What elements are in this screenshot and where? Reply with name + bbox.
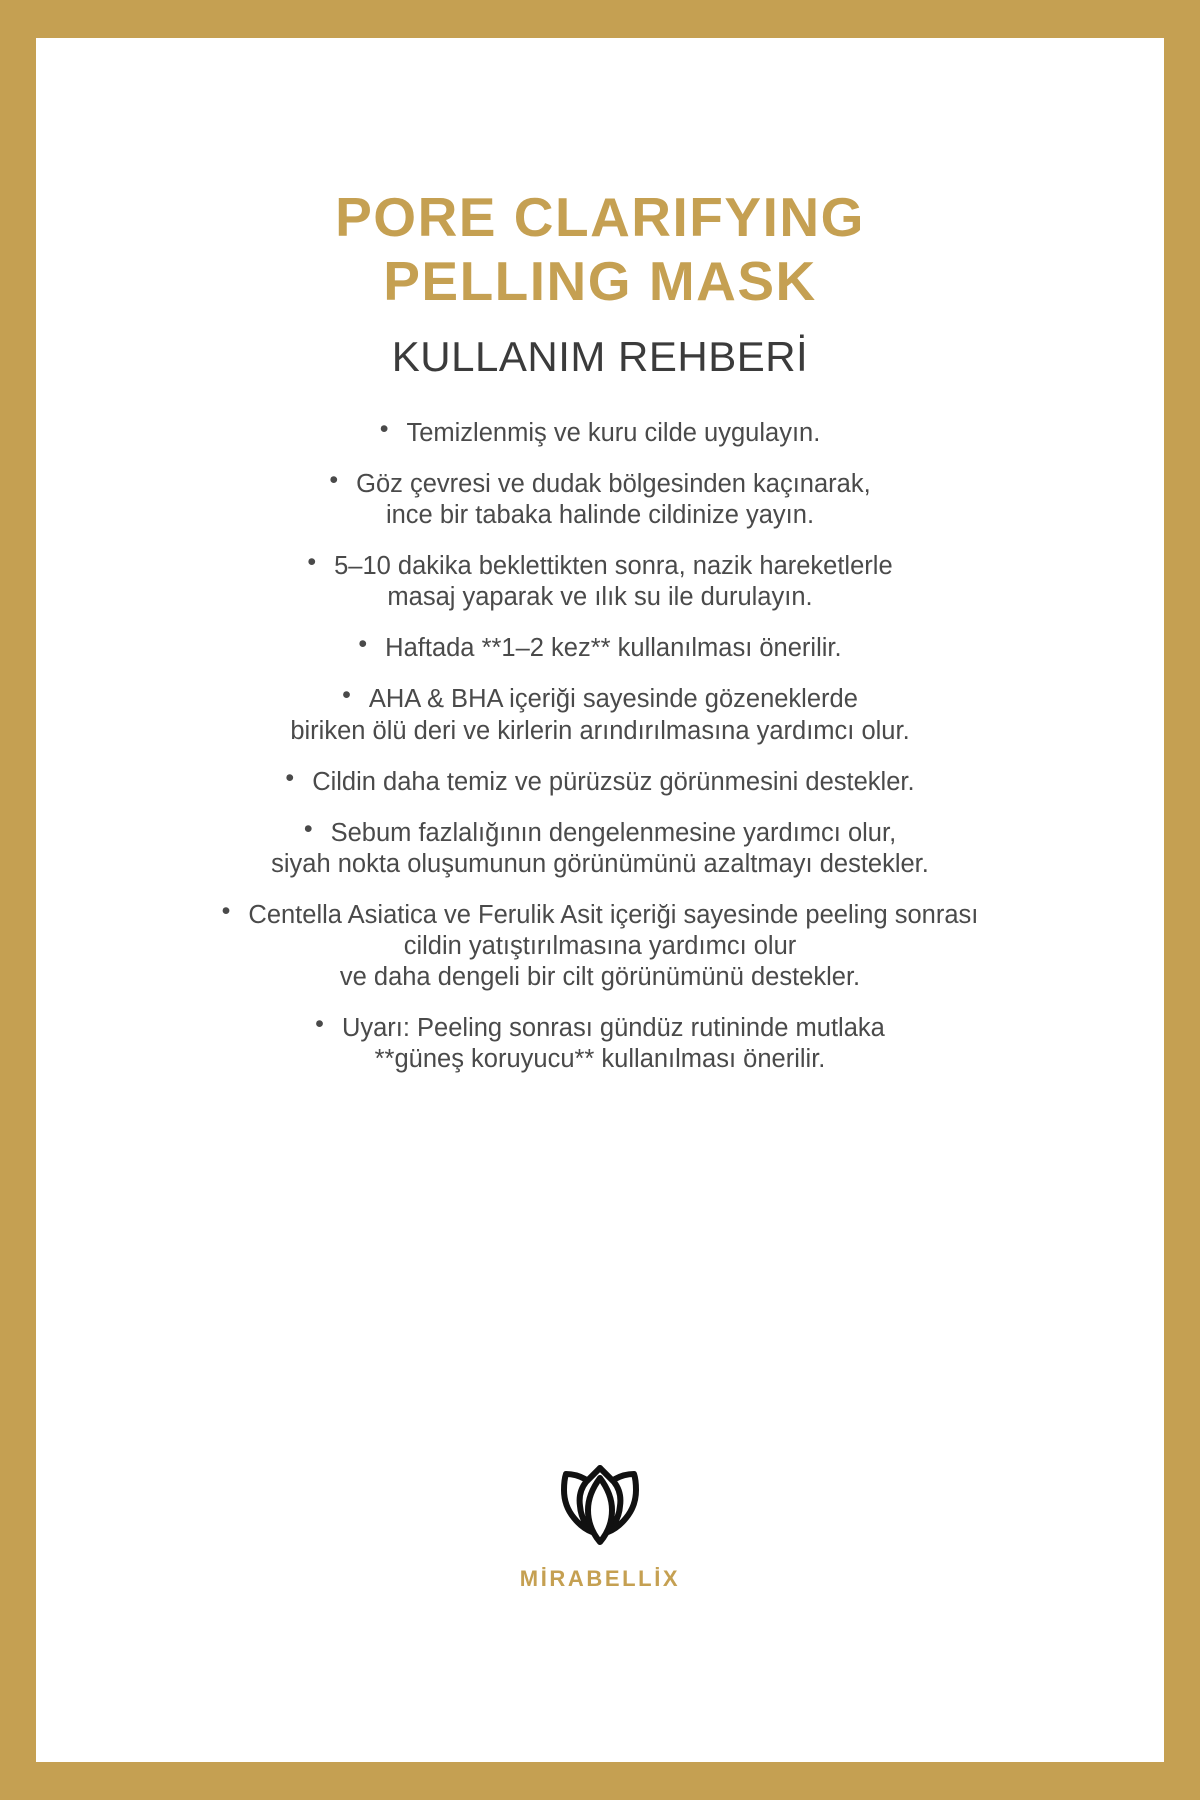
list-item bbox=[36, 548, 1164, 613]
list-item-line bbox=[36, 716, 1164, 747]
list-item-line bbox=[36, 465, 1164, 500]
bullet-dot-icon: • bbox=[358, 630, 368, 659]
list-item-text: **güneş koruyucu** kullanılması önerilir. bbox=[374, 1045, 826, 1074]
list-item bbox=[36, 763, 1164, 798]
list-item-lines bbox=[36, 548, 1164, 613]
list-item-line bbox=[36, 1010, 1164, 1044]
list-item-text: ince bir tabaka halinde cildinize yayın. bbox=[385, 501, 815, 529]
list-item-text: Göz çevresi ve dudak bölgesinden kaçınarak, bbox=[356, 469, 871, 498]
bullet-dot-icon: • bbox=[221, 896, 231, 925]
product-title-line-2: PELLING MASK bbox=[383, 249, 817, 312]
bullet-dot-icon: • bbox=[303, 814, 313, 843]
list-item-text: Cildin daha temiz ve pürüzsüz görünmesini destekler. bbox=[312, 767, 915, 796]
list-item-lines bbox=[36, 414, 1164, 449]
list-item-line bbox=[36, 414, 1164, 449]
bullet-dot-icon: • bbox=[307, 548, 317, 577]
brand-footer bbox=[36, 1448, 1164, 1592]
list-item-lines bbox=[36, 896, 1164, 993]
header-title-block bbox=[36, 186, 1164, 380]
page-subtitle: KULLANIM REHBERİ bbox=[391, 332, 809, 380]
bullet-dot-icon: • bbox=[342, 681, 351, 710]
list-item-text: Haftada **1–2 kez** kullanılması önerilir. bbox=[385, 634, 842, 663]
list-item-line bbox=[36, 849, 1164, 880]
list-item bbox=[36, 681, 1164, 746]
list-item-line bbox=[36, 931, 1164, 962]
list-item bbox=[36, 465, 1164, 531]
list-item-line bbox=[36, 548, 1164, 582]
list-item-lines bbox=[36, 465, 1164, 531]
list-item-text: cildin yatıştırılmasına yardımcı olur bbox=[403, 932, 797, 961]
list-item-text: ve daha dengeli bir cilt görünümünü destekler. bbox=[339, 963, 861, 992]
list-item-line bbox=[36, 681, 1164, 715]
list-item-line bbox=[36, 896, 1164, 931]
list-item-text: masaj yaparak ve ılık su ile durulayın. bbox=[387, 583, 813, 612]
bullet-dot-icon: • bbox=[329, 465, 339, 494]
list-item-line bbox=[36, 1044, 1164, 1075]
list-item-lines bbox=[36, 763, 1164, 798]
bullet-dot-icon: • bbox=[285, 763, 295, 792]
list-item-line bbox=[36, 763, 1164, 798]
list-item bbox=[36, 630, 1164, 664]
list-item-text: Uyarı: Peeling sonrası gündüz rutininde mutlaka bbox=[341, 1014, 885, 1043]
list-item-line bbox=[36, 962, 1164, 993]
instruction-card bbox=[36, 38, 1164, 1762]
list-item-text: 5–10 dakika beklettikten sonra, nazik hareketlerle bbox=[334, 552, 893, 581]
list-item-text: Centella Asiatica ve Ferulik Asit içeriği sayesinde peeling sonrası bbox=[248, 900, 979, 929]
brand-name: MİRABELLİX bbox=[519, 1566, 681, 1591]
list-item-text: biriken ölü deri ve kirlerin arındırılmasına yardımcı olur. bbox=[290, 716, 910, 745]
list-item-lines bbox=[36, 630, 1164, 664]
list-item-text: AHA & BHA içeriği sayesinde gözeneklerde bbox=[368, 685, 858, 714]
list-item bbox=[36, 1010, 1164, 1075]
list-item-line bbox=[36, 814, 1164, 849]
list-item-lines bbox=[36, 681, 1164, 746]
product-title-line-1: PORE CLARIFYING bbox=[335, 186, 865, 248]
list-item-lines bbox=[36, 1010, 1164, 1075]
list-item-line bbox=[36, 500, 1164, 531]
instruction-list bbox=[36, 414, 1164, 1096]
list-item-line bbox=[36, 582, 1164, 613]
bullet-dot-icon: • bbox=[379, 414, 389, 443]
list-item bbox=[36, 896, 1164, 993]
list-item bbox=[36, 814, 1164, 880]
list-item-line bbox=[36, 630, 1164, 664]
bullet-dot-icon: • bbox=[315, 1010, 324, 1039]
list-item-text: Temizlenmiş ve kuru cilde uygulayın. bbox=[406, 418, 821, 447]
list-item-text: siyah nokta oluşumunun görünümünü azaltmayı destekler. bbox=[271, 849, 929, 878]
list-item-lines bbox=[36, 814, 1164, 880]
lotus-flower-icon bbox=[552, 1448, 648, 1552]
list-item bbox=[36, 414, 1164, 449]
list-item-text: Sebum fazlalığının dengelenmesine yardımcı olur, bbox=[330, 818, 897, 847]
